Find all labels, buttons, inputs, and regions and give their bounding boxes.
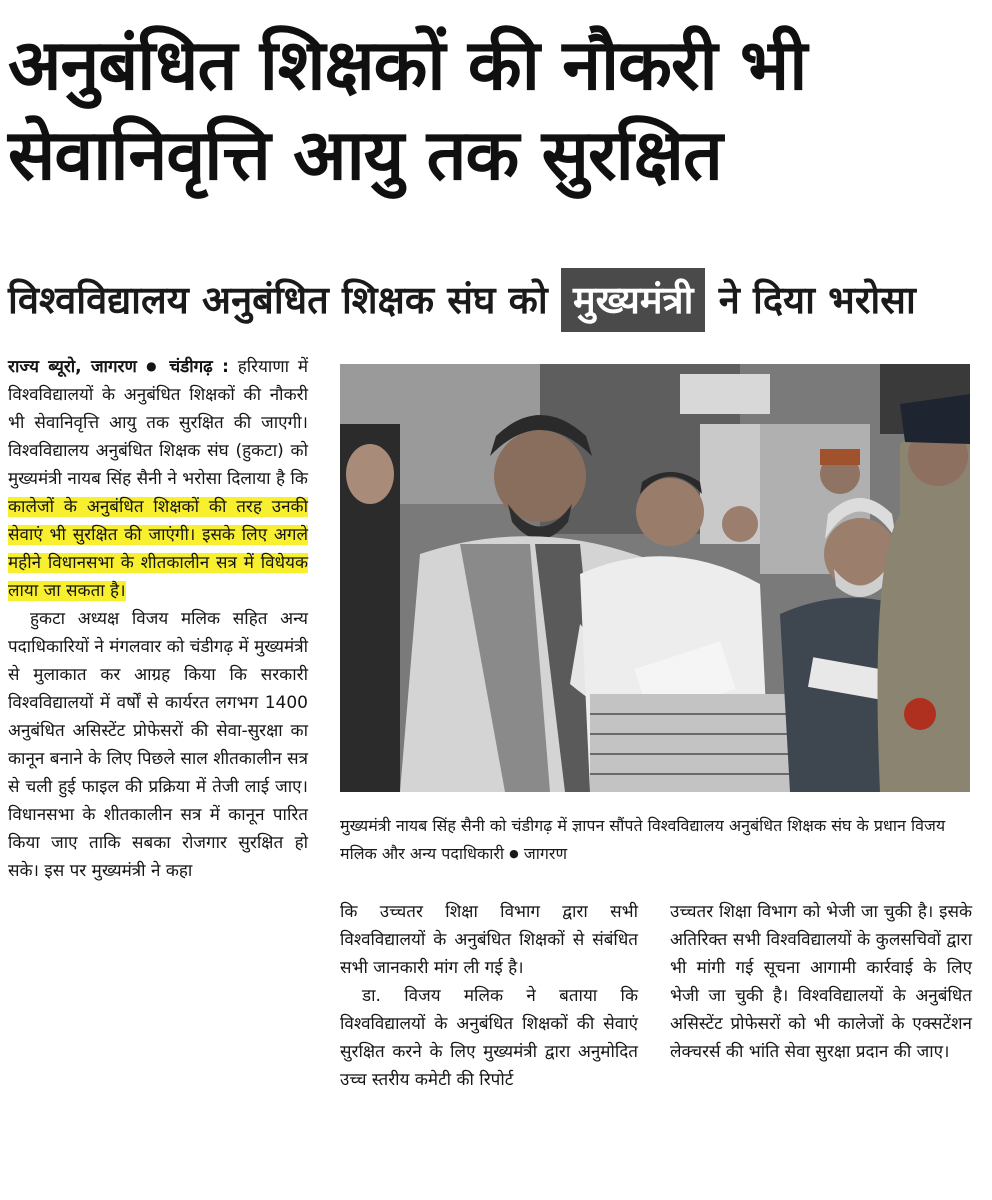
column-1-para-2: हुकटा अध्यक्ष विजय मलिक सहित अन्य पदाधिकारियों ने मंगलवार को चंडीगढ़ में मुख्यमंत्री से मुलाकात कर आग्रह किया कि सरकारी विश्वविद्यालयों में वर्षों से कार्यरत लगभग 1400 अनुबंधित असिस्टेंट प्रोफेसरों की सेवा-सुरक्षा का कानून बनाने के लिए पिछले साल शीतकालीन सत्र से चली हुई फाइल की प्रक्रिया में तेजी लाई जाए। विधानसभा के शीतकालीन सत्र में कानून पारित किया जाए ताकि सबका रोजगार सुरक्षित हो सके। इस पर मुख्यमंत्री ने कहा — [8, 609, 308, 881]
column-3-para-1: उच्चतर शिक्षा विभाग को भेजी जा चुकी है। इसके अतिरिक्त सभी विश्वविद्यालयों के कुलसचिवों द्वारा भी मांगी गई सूचना आगामी कार्रवाई के लिए भेजी जा चुकी है। विश्वविद्यालयों के अनुबंधित असिस्टेंट प्रोफेसरों को भी कालेजों के एक्सटेंशन लेक्चरर्स की भांति सेवा सुरक्षा प्रदान की जाए। — [670, 902, 972, 1062]
bullet-dot-icon: ● — [146, 359, 160, 373]
byline-source: राज्य ब्यूरो, जागरण — [8, 357, 137, 377]
subheadline-before: विश्वविद्यालय अनुबंधित शिक्षक संघ को — [8, 278, 548, 322]
column-1-intro: हरियाणा में विश्वविद्यालयों के अनुबंधित शिक्षकों की नौकरी भी सेवानिवृत्ति आयु तक सुरक्षित की जाएगी। विश्वविद्यालय अनुबंधित शिक्षक संघ (हुकटा) को मुख्यमंत्री नायब सिंह सैनी ने भरोसा दिलाया है कि — [8, 357, 308, 489]
byline — [8, 357, 229, 377]
subheadline — [8, 268, 984, 332]
news-photo — [340, 364, 970, 792]
article-column-2 — [340, 898, 638, 1094]
photo-caption — [340, 812, 972, 868]
bullet-dot-icon: ● — [509, 847, 519, 860]
column-2-para-1: कि उच्चतर शिक्षा विभाग द्वारा सभी विश्वविद्यालयों के अनुबंधित शिक्षकों से संबंधित सभी जानकारी मांग ली गई है। — [340, 902, 638, 978]
photo-caption-text: मुख्यमंत्री नायब सिंह सैनी को चंडीगढ़ में ज्ञापन सौंपते विश्वविद्यालय अनुबंधित शिक्षक संघ के प्रधान विजय मलिक और अन्य पदाधिकारी — [340, 816, 946, 863]
column-1-para-1 — [8, 352, 308, 605]
headline-line-1: अनुबंधित शिक्षकों की नौकरी भी — [8, 24, 807, 106]
headline — [8, 20, 984, 200]
article-column-3 — [670, 898, 972, 1066]
subheadline-highlight: मुख्यमंत्री — [561, 268, 706, 332]
headline-line-2: सेवानिवृत्ति आयु तक सुरक्षित — [8, 114, 722, 196]
highlighted-text: कालेजों के अनुबंधित शिक्षकों की तरह उनकी सेवाएं भी सुरक्षित की जाएंगी। इसके लिए अगले महीने विधानसभा के शीतकालीन सत्र में विधेयक लाया जा सकता है। — [8, 497, 308, 601]
column-2-para-2: डा. विजय मलिक ने बताया कि विश्वविद्यालयों के अनुबंधित शिक्षकों की सेवाएं सुरक्षित करने के लिए मुख्यमंत्री द्वारा अनुमोदित उच्च स्तरीय कमेटी की रिपोर्ट — [340, 986, 638, 1090]
subheadline-after: ने दिया भरोसा — [718, 278, 916, 322]
article-column-1 — [8, 352, 308, 885]
news-photo-image — [340, 364, 970, 792]
photo-credit: जागरण — [523, 844, 568, 863]
byline-place: चंडीगढ़ : — [169, 357, 229, 377]
